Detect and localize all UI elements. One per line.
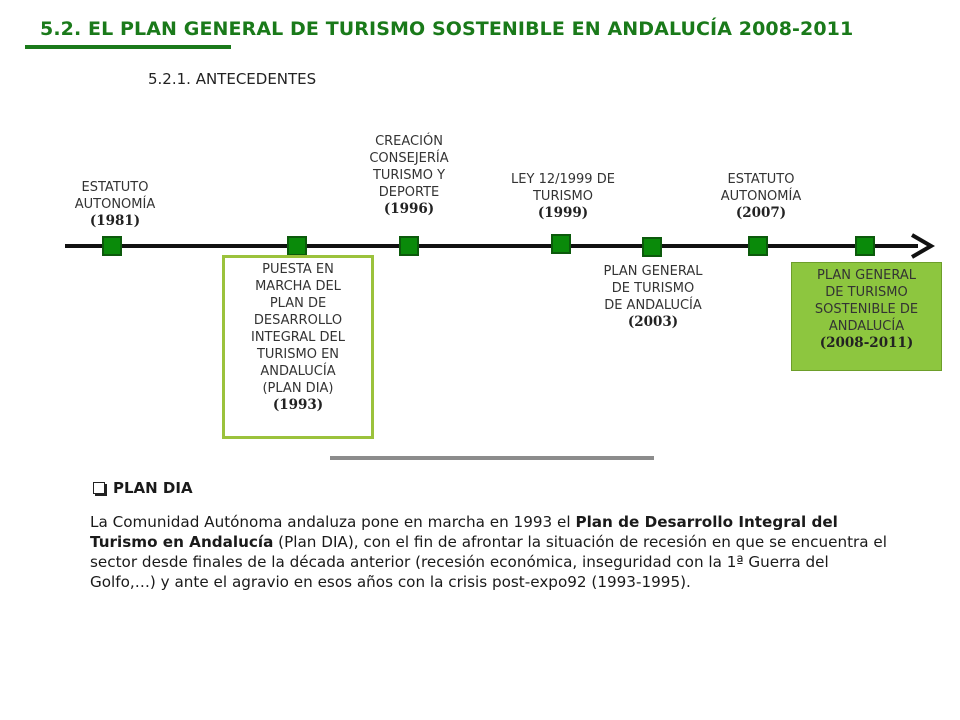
event-label-1981: ESTATUTO AUTONOMÍA (1981) (74, 180, 156, 229)
page-title: 5.2. EL PLAN GENERAL DE TURISMO SOSTENIBLE EN ANDALUCÍA 2008-2011 (40, 18, 854, 40)
plan-dia-paragraph: La Comunidad Autónoma andaluza pone en marcha en 1993 el Plan de Desarrollo Integral del Turismo en Andalucía (Plan DIA), con el fin de afrontar la situación de recesión en que se encuentra el sector desde finales de la década anterior (recesión económica, inseguridad con la 1ª Guerra del Golfo,…) y ante el agravio en esos años con la crisis post-expo92 (1993-1995). (90, 513, 887, 591)
timeline-marker-2003 (642, 237, 662, 257)
checkbox-bullet-icon (93, 482, 105, 494)
event-label-1999: LEY 12/1999 DE TURISMO (1999) (511, 172, 615, 221)
timeline-axis (65, 244, 918, 248)
timeline-arrow-icon (906, 232, 936, 260)
event-label-2008-2011: PLAN GENERAL DE TURISMO SOSTENIBLE DE ANDALUCÍA (2008-2011) (814, 268, 919, 351)
section-heading: PLAN DIA (93, 479, 193, 497)
timeline-marker-1999 (551, 234, 571, 254)
section-subtitle: 5.2.1. ANTECEDENTES (148, 70, 317, 88)
title-underline (25, 45, 231, 49)
timeline-marker-1996 (399, 236, 419, 256)
event-label-1993: PUESTA EN MARCHA DEL PLAN DE DESARROLLO INTEGRAL DEL TURISMO EN ANDALUCÍA (PLAN DIA) (1993) (250, 262, 346, 413)
event-label-2003: PLAN GENERAL DE TURISMO DE ANDALUCÍA (2003) (603, 264, 703, 330)
event-label-1996: CREACIÓN CONSEJERÍA TURISMO Y DEPORTE (1996) (369, 134, 449, 217)
timeline-marker-2007 (748, 236, 768, 256)
section-divider (330, 456, 654, 460)
timeline-marker-1981 (102, 236, 122, 256)
timeline-marker-1993 (287, 236, 307, 256)
event-label-2007: ESTATUTO AUTONOMÍA (2007) (720, 172, 802, 221)
timeline-marker-2008-2011 (855, 236, 875, 256)
